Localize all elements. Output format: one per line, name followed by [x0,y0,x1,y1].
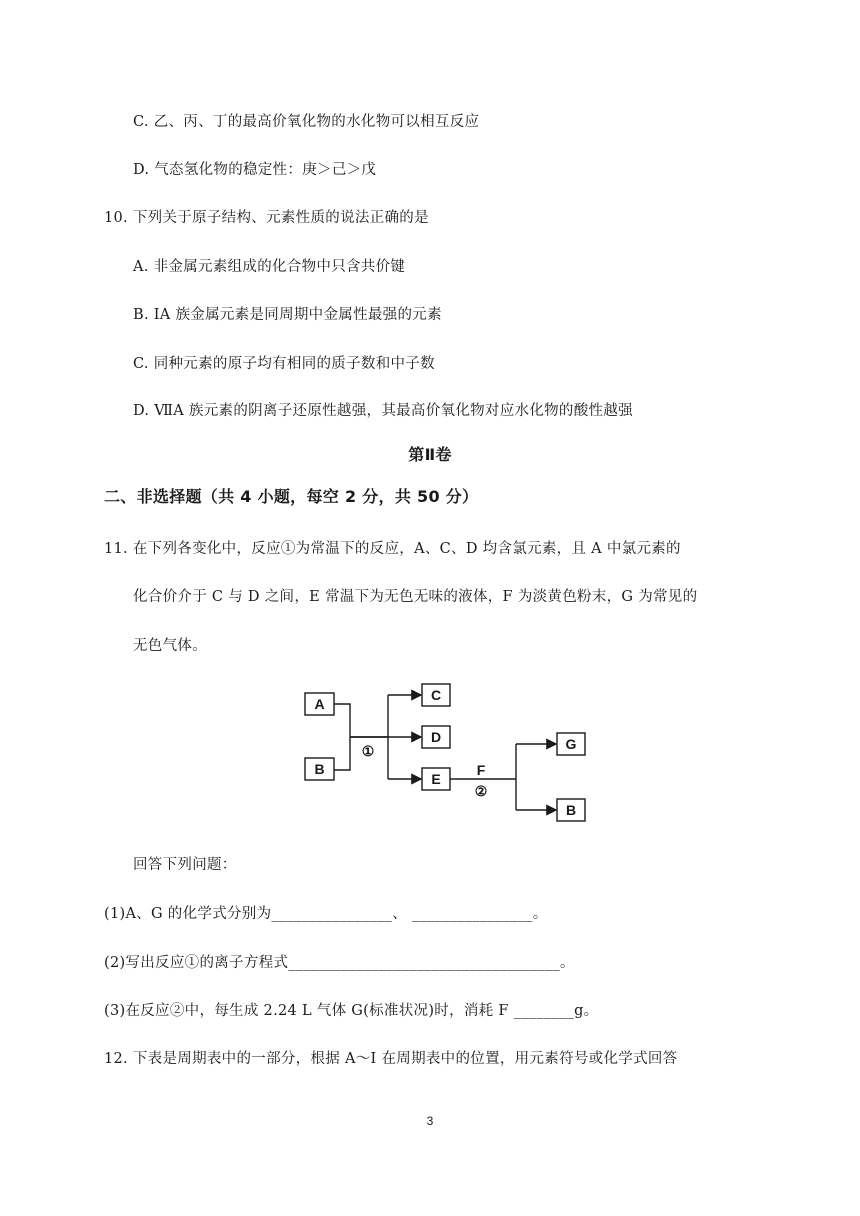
q11-sub-2: (2)写出反应①的离子方程式____________________________________。 [104,955,575,971]
section-title: 第Ⅱ卷 [408,445,452,464]
box-e: E [431,771,441,787]
bracket-a-b [334,704,350,770]
box-a: A [314,696,325,712]
box-d: D [430,729,442,745]
q10-stem: 10. 下列关于原子结构、元素性质的说法正确的是 [104,210,429,226]
q10-option-a: A. 非金属元素组成的化合物中只含共价键 [133,259,406,275]
reaction-1-label: ① [361,743,375,759]
q11-sub-1: (1)A、G 的化学式分别为________________、 ________________。 [104,906,548,922]
section-heading: 二、非选择题（共 4 小题，每空 2 分，共 50 分） [104,487,479,506]
q11-line-2: 化合价介于 C 与 D 之间，E 常温下为无色无味的液体，F 为淡黄色粉末，G 为常见的 [133,589,698,605]
q9-option-c: C. 乙、丙、丁的最高价氧化物的水化物可以相互反应 [133,114,480,130]
box-c: C [430,687,442,703]
box-b: B [314,761,325,777]
q10-option-b: B. ⅠA 族金属元素是同周期中金属性最强的元素 [133,307,442,323]
box-g: G [565,736,577,752]
reagent-f-label: F [476,762,486,778]
q10-option-c: C. 同种元素的原子均有相同的质子数和中子数 [133,356,435,372]
q10-option-d: D. ⅦA 族元素的阴离子还原性越强，其最高价氧化物对应水化物的酸性越强 [133,403,633,419]
box-b2: B [565,802,577,818]
q12-line-1: 12. 下表是周期表中的一部分，根据 A～I 在周期表中的位置，用元素符号或化学式回答 [104,1051,678,1067]
reaction-2-label: ② [474,783,488,799]
q11-sub-3: (3)在反应②中，每生成 2.24 L 气体 G(标准状况)时，消耗 F ________g。 [104,1003,599,1019]
reaction-diagram [300,682,600,827]
q11-line-3: 无色气体。 [133,638,207,654]
page-number: 3 [426,1114,434,1128]
q11-prompt: 回答下列问题： [133,857,237,873]
q9-option-d: D. 气态氢化物的稳定性：庚＞己＞戊 [133,162,377,178]
q11-line-1: 11. 在下列各变化中，反应①为常温下的反应，A、C、D 均含氯元素，且 A 中氯元素的 [104,541,681,557]
